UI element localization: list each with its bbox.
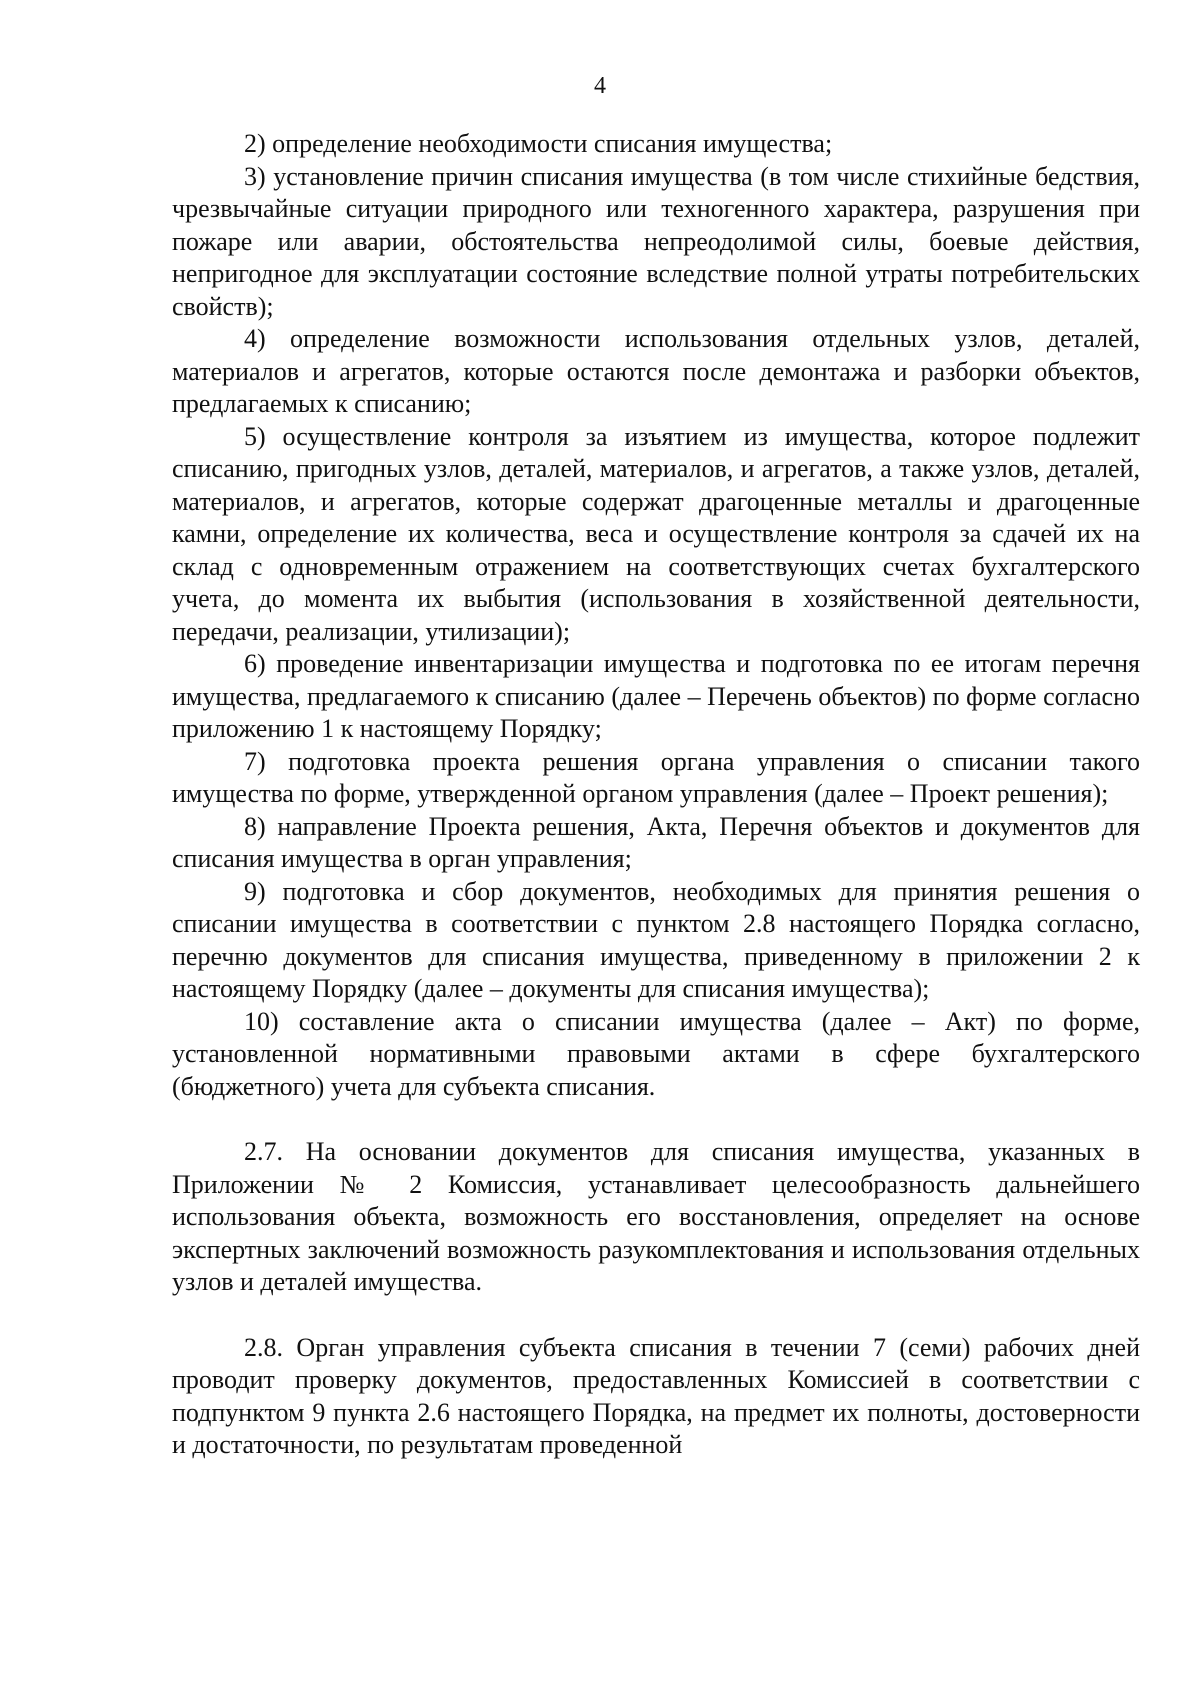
section-2-8-paragraph: 2.8. Орган управления субъекта списания в течении 7 (семи) рабочих дней проводит проверку документов, предоставленных Комиссией в соответствии с подпунктом 9 пункта 2.6 настоящего Порядка, на предмет их полноты, достоверности и достаточности, по результатам проведенной — [172, 1332, 1140, 1459]
list-item-8: 8) направление Проекта решения, Акта, Перечня объектов и документов для списания имущества в орган управления; — [172, 811, 1140, 873]
list-item-10: 10) составление акта о списании имущества (далее – Акт) по форме, установленной нормативными правовыми актами в сфере бухгалтерского (бюджетного) учета для субъекта списания. — [172, 1006, 1140, 1101]
list-item-5: 5) осуществление контроля за изъятием из имущества, которое подлежит списанию, пригодных узлов, деталей, материалов, и агрегатов, а также узлов, деталей, материалов, и агрегатов, которые содержат драгоценные металлы и драгоценные камни, определение их количества, веса и осуществление контроля за сдачей их на склад с одновременным отражением на соответствующих счетах бухгалтерского учета, до момента их выбытия (использования в хозяйственной деятельности, передачи, реализации, утилизации); — [172, 421, 1140, 646]
document-body — [172, 128, 1140, 1462]
list-item-7: 7) подготовка проекта решения органа управления о списании такого имущества по форме, утвержденной органом управления (далее – Проект решения); — [172, 746, 1140, 808]
page-number: 4 — [594, 73, 606, 99]
list-item-4: 4) определение возможности использования отдельных узлов, деталей, материалов и агрегатов, которые остаются после демонтажа и разборки объектов, предлагаемых к списанию; — [172, 324, 1140, 418]
list-item-6: 6) проведение инвентаризации имущества и подготовка по ее итогам перечня имущества, предлагаемого к списанию (далее – Перечень объектов) по форме согласно приложению 1 к настоящему Порядку; — [172, 649, 1140, 743]
section-2-7-paragraph: 2.7. На основании документов для списания имущества, указанных в Приложении № 2 Комиссия, устанавливает целесообразность дальнейшего использования объекта, возможность его восстановления, определяет на основе экспертных заключений возможность разукомплектования и использования отдельных узлов и деталей имущества. — [172, 1137, 1140, 1296]
list-item-3: 3) установление причин списания имущества (в том числе стихийные бедствия, чрезвычайные ситуации природного или техногенного характера, разрушения при пожаре или аварии, обстоятельства непреодолимой силы, боевые действия, непригодное для эксплуатации состояние вследствие полной утраты потребительских свойств); — [172, 161, 1140, 321]
list-item-9: 9) подготовка и сбор документов, необходимых для принятия решения о списании имущества в соответствии с пунктом 2.8 настоящего Порядка согласно, перечню документов для списания имущества, приведенному в приложении 2 к настоящему Порядку (далее – документы для списания имущества); — [172, 876, 1140, 1003]
list-item-2: 2) определение необходимости списания имущества; — [244, 129, 833, 158]
